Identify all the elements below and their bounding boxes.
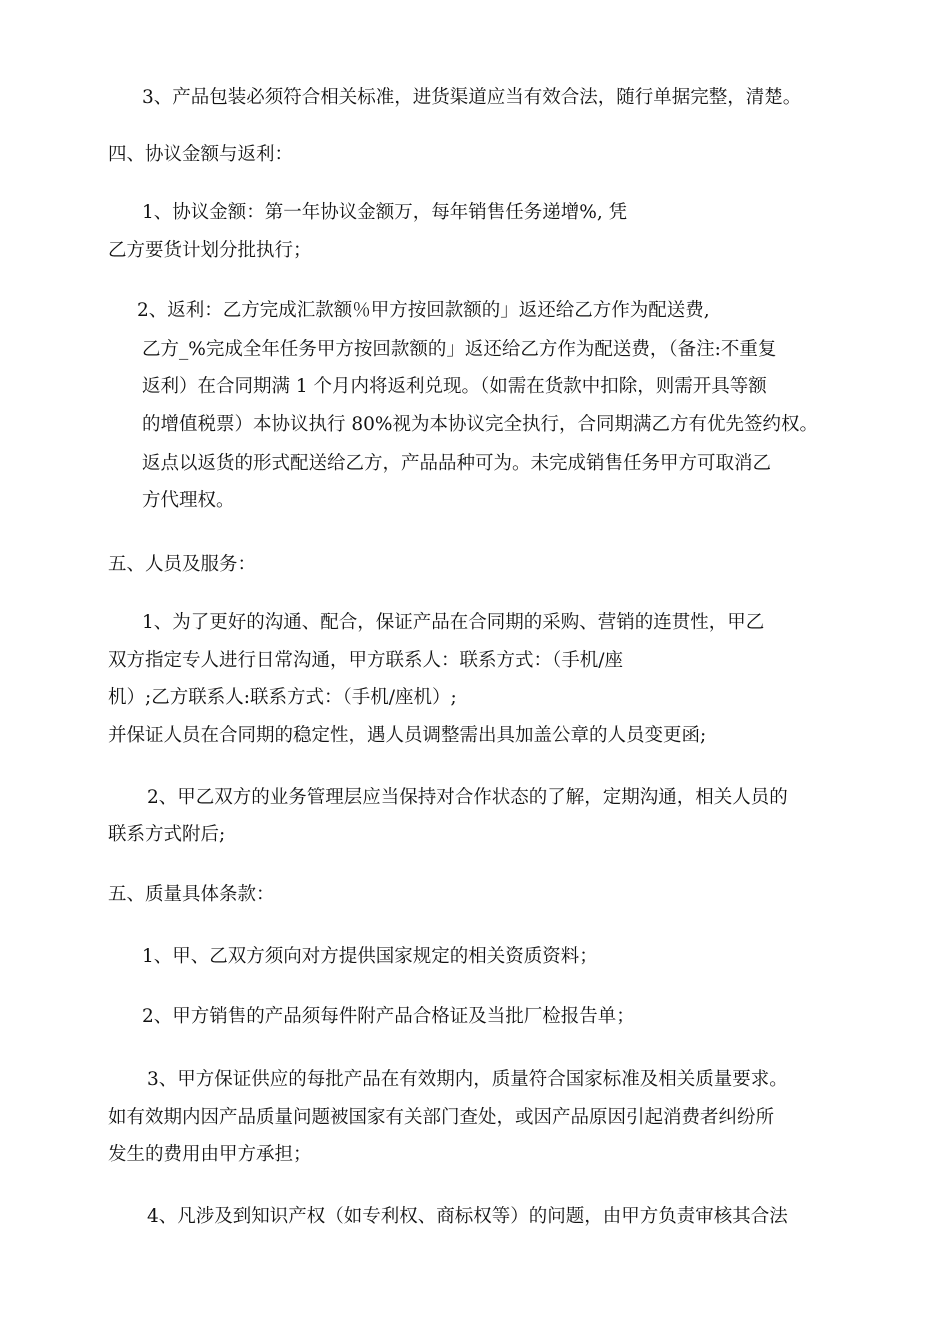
clause-3-packaging: 3、产品包装必须符合相关标准，进货渠道应当有效合法，随行单据完整，清楚。 bbox=[142, 87, 802, 108]
clause-2-rebate-line2: 乙方_%完成全年任务甲方按回款额的」返还给乙方作为配送费，（备注:不重复 bbox=[142, 339, 777, 360]
section-heading-quality: 五、质量具体条款： bbox=[108, 884, 275, 905]
clause-1-contact-line4: 并保证人员在合同期的稳定性，遇人员调整需出具加盖公章的人员变更函; bbox=[108, 725, 707, 746]
section-heading-agreement-amount: 四、协议金额与返利： bbox=[108, 144, 294, 165]
quality-clause-3-line1: 3、甲方保证供应的每批产品在有效期内，质量符合国家标准及相关质量要求。 bbox=[147, 1069, 788, 1090]
clause-2-rebate-line6: 方代理权。 bbox=[142, 490, 235, 511]
quality-clause-3-line2: 如有效期内因产品质量问题被国家有关部门查处，或因产品原因引起消费者纠纷所 bbox=[108, 1107, 775, 1128]
clause-2-rebate-line3: 返利）在合同期满 1 个月内将返利兑现。（如需在货款中扣除，则需开具等额 bbox=[142, 376, 767, 397]
clause-1-contact-line3: 机）;乙方联系人:联系方式：（手机/座机）; bbox=[108, 687, 457, 708]
clause-2-management-line2: 联系方式附后; bbox=[108, 824, 226, 845]
clause-2-rebate-line5: 返点以返货的形式配送给乙方，产品品种可为。未完成销售任务甲方可取消乙 bbox=[142, 453, 772, 474]
clause-1-amount-line2: 乙方要货计划分批执行； bbox=[108, 240, 312, 261]
quality-clause-4-line1: 4、凡涉及到知识产权（如专利权、商标权等）的问题，由甲方负责审核其合法 bbox=[147, 1206, 788, 1227]
clause-1-contact-line2: 双方指定专人进行日常沟通，甲方联系人：联系方式：（手机/座 bbox=[108, 650, 623, 671]
section-heading-personnel: 五、人员及服务： bbox=[108, 554, 257, 575]
clause-2-management-line1: 2、甲乙双方的业务管理层应当保持对合作状态的了解，定期沟通，相关人员的 bbox=[147, 787, 788, 808]
quality-clause-3-line3: 发生的费用由甲方承担； bbox=[108, 1144, 312, 1165]
quality-clause-2: 2、甲方销售的产品须每件附产品合格证及当批厂检报告单； bbox=[142, 1006, 635, 1027]
clause-2-rebate-line4: 的增值税票）本协议执行 80%视为本协议完全执行，合同期满乙方有优先签约权。 bbox=[142, 414, 819, 435]
clause-1-amount-line1: 1、协议金额：第一年协议金额万，每年销售任务递增%, 凭 bbox=[142, 202, 628, 223]
clause-1-contact-line1: 1、为了更好的沟通、配合，保证产品在合同期的采购、营销的连贯性，甲乙 bbox=[142, 612, 765, 633]
clause-2-rebate-line1: 2、返利：乙方完成汇款额％甲方按回款额的」返还给乙方作为配送费, bbox=[137, 300, 710, 321]
quality-clause-1: 1、甲、乙双方须向对方提供国家规定的相关资质资料； bbox=[142, 946, 598, 967]
